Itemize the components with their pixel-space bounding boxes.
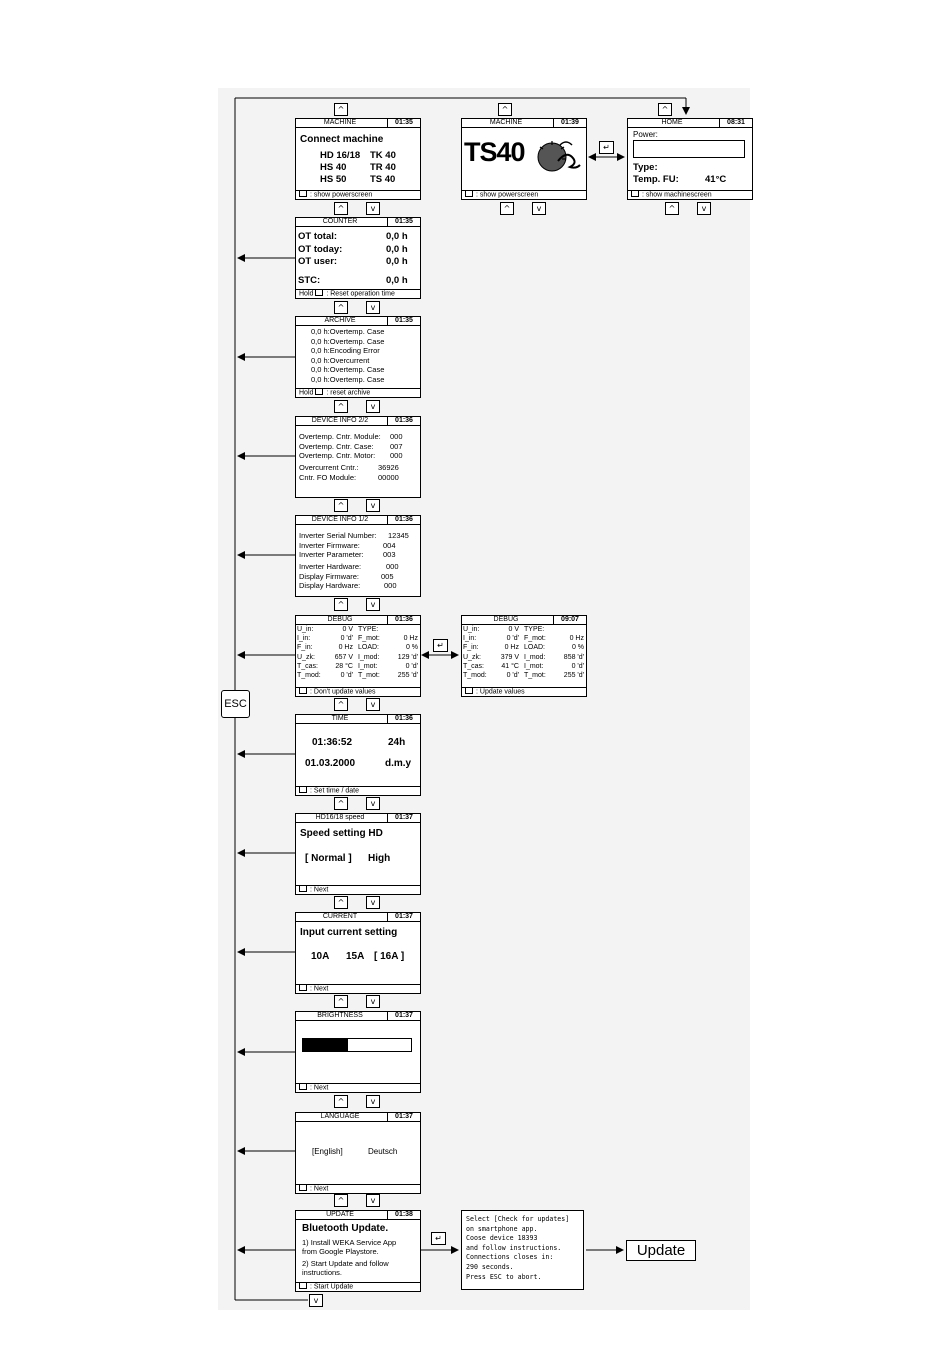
model-option: HD 16/18 [320,150,361,161]
screen-title: DEVICE INFO 1/2 [311,516,369,523]
update-result-box: Update [626,1240,696,1261]
nav-down-button[interactable]: v [697,202,711,215]
screen-clock: 08:31 [719,119,752,127]
enter-key-icon [315,289,323,296]
debug-label: U_zk: [463,653,481,661]
nav-down-button[interactable]: v [309,1294,323,1307]
debug-label: T_cas: [463,662,485,670]
temp-value: 41°C [705,174,727,185]
screen-clock: 01:36 [387,516,420,524]
screen-title: CURRENT [322,913,358,920]
debug-label: I_in: [297,635,311,643]
counter-value: 0,0 h [386,275,408,286]
screen-time [295,714,421,796]
brightness-fill [303,1039,348,1051]
nav-down-button[interactable]: v [366,797,380,810]
screen-title: DEVICE INFO 2/2 [311,417,369,424]
archive-entry: 0,0 h:Overcurrent [311,355,370,365]
debug-label: T_mod: [463,672,487,679]
info-label: Overtemp. Cntr. Module: [299,432,381,441]
model-option: TK 40 [370,150,396,161]
debug-value: 0 V [508,626,519,633]
debug-label: I_mot: [358,662,378,670]
archive-entry: 0,0 h:Overtemp. Case [311,336,385,346]
nav-up-button[interactable]: ^ [334,103,348,116]
debug-value: 28 °C [335,662,353,670]
enter-key-icon[interactable]: ↵ [431,1232,446,1245]
enter-key-icon [299,984,307,991]
debug-value: 0 % [571,644,584,652]
power-label: Power: [633,130,658,139]
language-option-english[interactable]: [English] [312,1147,343,1156]
screen-footer: : Set time / date [310,787,360,795]
screen-clock: 01:37 [387,1113,420,1121]
screen-title: ARCHIVE [324,317,356,324]
debug-value: 657 V [334,653,353,661]
nav-up-button[interactable]: ^ [334,1095,348,1108]
nav-up-button[interactable]: ^ [500,202,514,215]
info-value: 12345 [388,531,409,540]
nav-up-button[interactable]: ^ [334,896,348,909]
enter-key-icon [299,1184,307,1191]
screen-machine [295,118,421,200]
current-option-16a[interactable]: [ 16A ] [374,951,405,962]
scorpion-logo-icon [532,137,582,173]
debug-label: TYPE: [358,626,379,633]
screen-footer: : Next [310,985,329,993]
screen-clock: 01:35 [387,119,420,127]
debug-value: 0 Hz [338,644,353,652]
screen-heading: Speed setting HD [300,828,383,839]
info-value: 000 [384,581,397,590]
screen-language [295,1112,421,1194]
nav-up-button[interactable]: ^ [658,103,672,116]
screen-device-info-1 [295,515,421,597]
debug-label: U_in: [463,626,480,633]
screen-counter [295,217,421,299]
debug-label: F_mot: [358,635,380,643]
brightness-slider[interactable] [302,1038,412,1052]
debug-label: F_mot: [524,635,546,643]
enter-key-icon [299,885,307,892]
enter-key-icon[interactable]: ↵ [433,639,448,652]
debug-label: I_mot: [524,662,544,670]
debug-value: 129 'd' [397,653,418,661]
debug-label: T_mod: [297,672,321,679]
footer-hold-label: Hold [299,290,314,298]
debug-value: 0 Hz [504,644,519,652]
debug-value: 0 'd' [340,672,353,679]
nav-up-button[interactable]: ^ [334,1194,348,1207]
screen-footer: : Next [310,1084,329,1092]
archive-entry: 0,0 h:Overtemp. Case [311,374,385,384]
temp-label: Temp. FU: [633,174,679,185]
power-bar [633,140,745,158]
debug-label: U_zk: [297,653,315,661]
counter-label: OT total: [298,231,338,242]
screen-title: COUNTER [322,218,358,225]
info-label: Overcurrent Cntr.: [299,463,359,472]
nav-up-button[interactable]: ^ [334,797,348,810]
screen-speed [295,813,421,895]
nav-up-button[interactable]: ^ [498,103,512,116]
screen-footer: : Don't update values [310,688,376,696]
screen-brightness [295,1011,421,1093]
nav-down-button[interactable]: v [532,202,546,215]
screen-footer: : show powerscreen [476,191,539,199]
nav-up-button[interactable]: ^ [334,202,348,215]
debug-label: I_mod: [358,653,380,661]
screen-title: DEBUG [327,616,353,623]
nav-down-button[interactable]: v [366,698,380,711]
info-label: Display Firmware: [299,571,360,581]
screen-title: DEBUG [493,616,519,623]
archive-entry: 0,0 h:Overtemp. Case [311,365,385,374]
info-label: Display Hardware: [299,581,361,590]
model-option: HS 40 [320,162,347,173]
info-label: Overtemp. Cntr. Motor: [299,451,376,460]
debug-label: LOAD: [358,644,380,652]
info-value: 000 [390,451,403,460]
info-label: Inverter Firmware: [299,540,360,550]
info-label: Inverter Parameter: [299,550,364,559]
screen-title: TIME [331,715,349,722]
screen-clock: 01:37 [387,814,420,822]
update-step: 1) Install WEKA Service App [302,1238,397,1247]
enter-key-icon [299,1282,307,1289]
archive-entry: 0,0 h:Overtemp. Case [311,327,385,336]
nav-down-button[interactable]: v [366,400,380,413]
current-option-15a[interactable]: 15A [346,951,365,962]
debug-label: LOAD: [524,644,546,652]
debug-value: 0 'd' [506,635,519,643]
time-format[interactable]: 24h [388,737,406,748]
info-value: 004 [383,540,396,550]
debug-value: 255 'd' [397,672,418,679]
speed-option-high[interactable]: High [368,853,391,864]
nav-up-button[interactable]: ^ [334,995,348,1008]
screen-clock: 01:36 [387,616,420,624]
debug-label: I_mod: [524,653,546,661]
enter-key-icon [315,388,323,395]
debug-label: TYPE: [524,626,545,633]
screen-title: MACHINE [489,119,523,126]
nav-down-button[interactable]: v [366,995,380,1008]
debug-value: 379 V [500,653,519,661]
enter-key-icon [299,687,307,694]
screen-clock: 01:39 [553,119,586,127]
counter-label: OT today: [298,244,343,255]
date-format[interactable]: d.m.y [385,758,412,769]
debug-value: 0 Hz [569,635,584,643]
screen-archive [295,316,421,398]
nav-up-button[interactable]: ^ [665,202,679,215]
info-label: Inverter Serial Number: [299,531,377,540]
screen-machine-power [461,118,587,200]
screen-title: HD16/18 speed [315,814,365,821]
counter-value: 0,0 h [386,231,408,242]
screen-footer: : Next [310,1185,329,1193]
info-label: Cntr. FO Module: [299,472,357,482]
screen-title: HOME [661,119,683,126]
screen-update [295,1210,421,1292]
counter-label: OT user: [298,256,338,267]
counter-value: 0,0 h [386,244,408,255]
debug-value: 0 'd' [571,662,584,670]
machine-model: TS40 [464,137,525,167]
info-value: 00000 [378,472,399,482]
nav-down-button[interactable]: v [366,598,380,611]
screen-current [295,912,421,994]
counter-label: STC: [298,275,321,286]
time-value[interactable]: 01:36:52 [312,737,353,748]
screen-footer: : Next [310,886,329,894]
current-option-10a[interactable]: 10A [311,951,330,962]
screen-footer: : Start Update [310,1283,354,1291]
screen-heading: Bluetooth Update. [302,1223,389,1234]
type-label: Type: [633,162,658,173]
info-value: 003 [383,550,396,559]
model-option: HS 50 [320,174,347,185]
debug-value: 255 'd' [563,672,584,679]
screen-clock: 01:37 [387,913,420,921]
enter-key-icon [299,190,307,197]
speed-option-normal[interactable]: [ Normal ] [305,853,352,864]
debug-label: T_mot: [524,672,546,679]
debug-label: U_in: [297,626,314,633]
enter-key-icon [465,687,473,694]
esc-button[interactable]: ESC [221,690,250,718]
nav-down-button[interactable]: v [366,499,380,512]
debug-label: I_in: [463,635,477,643]
info-value: 36926 [378,463,399,472]
enter-key-icon[interactable]: ↵ [599,141,614,154]
screen-debug-live [461,615,587,697]
debug-value: 0 V [342,626,353,633]
enter-key-icon [299,786,307,793]
debug-value: 0 'd' [506,672,519,679]
debug-label: T_mot: [358,672,380,679]
screen-footer: : Reset operation time [326,290,395,298]
screen-heading: Input current setting [300,927,398,938]
info-value: 000 [386,562,399,571]
model-option: TS 40 [370,174,396,185]
update-step: from Google Playstore. [302,1247,379,1256]
date-value[interactable]: 01.03.2000 [305,758,356,769]
nav-down-button[interactable]: v [366,202,380,215]
screen-title: BRIGHTNESS [317,1012,363,1019]
language-option-deutsch[interactable]: Deutsch [368,1147,398,1156]
update-step: 2) Start Update and follow [302,1259,389,1268]
info-value: 007 [390,441,403,451]
nav-up-button[interactable]: ^ [334,499,348,512]
debug-value: 858 'd' [563,653,584,661]
debug-value: 0 'd' [340,635,353,643]
update-message-box: Select [Check for updates] on smartphone app. Coose device 18393 and follow instructions. Connections closes in: 290 seconds. Press ESC to abort. [461,1210,584,1290]
screen-clock: 01:37 [387,1012,420,1020]
screen-clock: 01:35 [387,218,420,226]
debug-value: 41 °C [501,662,519,670]
info-value: 000 [390,432,403,441]
enter-key-icon [631,190,639,197]
nav-up-button[interactable]: ^ [334,598,348,611]
screen-clock: 09:07 [553,616,586,624]
nav-up-button[interactable]: ^ [334,698,348,711]
screen-clock: 01:36 [387,417,420,425]
screen-home [627,118,753,200]
info-label: Inverter Hardware: [299,562,362,571]
screen-clock: 01:38 [387,1211,420,1219]
model-option: TR 40 [370,162,396,173]
enter-key-icon [465,190,473,197]
debug-value: 0 Hz [403,635,418,643]
screen-footer: : Update values [476,688,525,696]
screen-heading: Connect machine [300,134,384,145]
screen-title: LANGUAGE [320,1113,360,1120]
enter-key-icon [299,1083,307,1090]
info-label: Overtemp. Cntr. Case: [299,441,374,451]
counter-value: 0,0 h [386,256,408,267]
debug-value: 0 'd' [405,662,418,670]
debug-label: F_in: [297,644,313,652]
debug-value: 0 % [405,644,418,652]
screen-device-info-2 [295,416,421,498]
screen-footer: : show powerscreen [310,191,373,199]
nav-down-button[interactable]: v [366,1194,380,1207]
info-value: 005 [381,571,394,581]
nav-down-button[interactable]: v [366,301,380,314]
footer-hold-label: Hold [299,389,314,397]
screen-title: MACHINE [323,119,357,126]
nav-up-button[interactable]: ^ [334,301,348,314]
screen-clock: 01:35 [387,317,420,325]
archive-entry: 0,0 h:Encoding Error [311,346,380,355]
update-step: instructions. [302,1268,343,1277]
screen-debug-static [295,615,421,697]
nav-down-button[interactable]: v [366,1095,380,1108]
nav-up-button[interactable]: ^ [334,400,348,413]
screen-title: UPDATE [326,1211,354,1218]
screen-footer: : show machinescreen [642,191,712,199]
debug-label: F_in: [463,644,479,652]
debug-label: T_cas: [297,662,319,670]
nav-down-button[interactable]: v [366,896,380,909]
screen-clock: 01:36 [387,715,420,723]
screen-footer: : reset archive [326,389,371,397]
